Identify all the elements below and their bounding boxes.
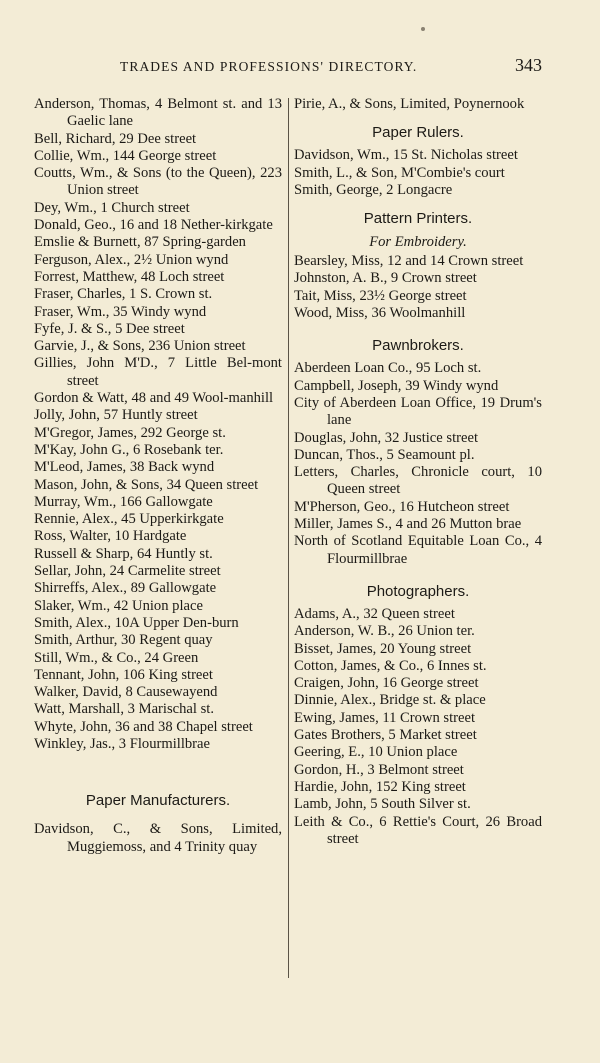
- directory-entry: Bisset, James, 20 Young street: [294, 640, 472, 657]
- directory-entry: Smith, George, 2 Longacre: [294, 181, 453, 198]
- directory-entry: Gillies, John M'D., 7 Little Bel-mont street: [34, 355, 282, 389]
- directory-entry: Smith, Alex., 10A Upper Den-burn: [34, 614, 239, 631]
- directory-entry: M'Kay, John G., 6 Rosebank ter.: [34, 441, 224, 458]
- directory-entry: Still, Wm., & Co., 24 Green: [34, 649, 199, 666]
- page-header: [32, 55, 548, 79]
- directory-entry: Murray, Wm., 166 Gallowgate: [34, 493, 213, 510]
- directory-entry: Hardie, John, 152 King street: [294, 778, 466, 795]
- section-heading-paper-rulers: Paper Rulers.: [372, 124, 464, 142]
- pattern-printers-subtitle: For Embroidery.: [369, 234, 467, 251]
- directory-entry: M'Gregor, James, 292 George st.: [34, 424, 226, 441]
- directory-entry: Gordon & Watt, 48 and 49 Wool-manhill: [34, 390, 274, 407]
- directory-entry: Coutts, Wm., & Sons (to the Queen), 223 Union street: [34, 165, 282, 199]
- running-header-title: TRADES AND PROFESSIONS' DIRECTORY.: [120, 59, 418, 74]
- directory-entry: Fyfe, J. & S., 5 Dee street: [34, 320, 185, 337]
- directory-entry: Smith, L., & Son, M'Combie's court: [294, 164, 505, 181]
- section-heading-photographers: Photographers.: [366, 582, 470, 600]
- directory-entry: Garvie, J., & Sons, 236 Union street: [34, 338, 246, 355]
- right-column: [294, 96, 542, 848]
- column-divider: [288, 98, 289, 978]
- directory-entry: Duncan, Thos., 5 Seamount pl.: [294, 446, 475, 463]
- directory-entry: Aberdeen Loan Co., 95 Loch st.: [294, 360, 482, 377]
- directory-entry: Cotton, James, & Co., 6 Innes st.: [294, 657, 487, 674]
- directory-entry: Bearsley, Miss, 12 and 14 Crown street: [294, 253, 524, 270]
- section-heading-paper-manufacturers: Paper Manufacturers.: [85, 792, 231, 810]
- directory-entry: Fraser, Charles, 1 S. Crown st.: [34, 286, 213, 303]
- section-heading-pawnbrokers: Pawnbrokers.: [372, 337, 464, 355]
- directory-entry: Pirie, A., & Sons, Limited, Poynernook: [294, 96, 525, 112]
- directory-entry: Smith, Arthur, 30 Regent quay: [34, 632, 213, 649]
- directory-entry: Davidson, Wm., 15 St. Nicholas street: [294, 147, 518, 164]
- directory-entry: Douglas, John, 32 Justice street: [294, 429, 479, 446]
- directory-entry: Ferguson, Alex., 2½ Union wynd: [34, 251, 229, 268]
- directory-entry: Gordon, H., 3 Belmont street: [294, 761, 464, 778]
- directory-entry: Walker, David, 8 Causewayend: [34, 684, 218, 701]
- directory-entry: Letters, Charles, Chronicle court, 10 Queen street: [294, 464, 542, 498]
- directory-entry: Ross, Walter, 10 Hardgate: [34, 528, 187, 545]
- directory-entry: Winkley, Jas., 3 Flourmillbrae: [34, 735, 210, 752]
- directory-entry: Geering, E., 10 Union place: [294, 744, 458, 761]
- directory-entry: Johnston, A. B., 9 Crown street: [294, 270, 477, 287]
- directory-entry: Ewing, James, 11 Crown street: [294, 709, 476, 726]
- page-speck: [421, 27, 425, 31]
- directory-entry: Russell & Sharp, 64 Huntly st.: [34, 545, 213, 562]
- directory-entry: Forrest, Matthew, 48 Loch street: [34, 268, 225, 285]
- pawnbrokers-list: [294, 360, 542, 568]
- directory-entry: Davidson, C., & Sons, Limited, Muggiemoss, and 4 Trinity quay: [34, 821, 282, 855]
- directory-entry: Craigen, John, 16 George street: [294, 675, 479, 692]
- photographers-list: [294, 606, 542, 848]
- paper-rulers-list: [294, 147, 542, 199]
- page-number: 343: [515, 55, 542, 75]
- directory-entry: Shirreffs, Alex., 89 Gallowgate: [34, 580, 217, 597]
- directory-entry: Wood, Miss, 36 Woolmanhill: [294, 305, 466, 322]
- right-continued-list: [294, 96, 542, 113]
- directory-entry: Leith & Co., 6 Rettie's Court, 26 Broad street: [294, 813, 542, 847]
- directory-entry: Tennant, John, 106 King street: [34, 666, 213, 683]
- directory-entry: Rennie, Alex., 45 Upperkirkgate: [34, 511, 224, 528]
- directory-entry: Collie, Wm., 144 George street: [34, 147, 217, 164]
- directory-entry: Mason, John, & Sons, 34 Queen street: [34, 476, 259, 493]
- directory-entry: M'Leod, James, 38 Back wynd: [34, 459, 215, 476]
- directory-entry: Dinnie, Alex., Bridge st. & place: [294, 692, 486, 709]
- directory-entry: Slaker, Wm., 42 Union place: [34, 597, 203, 614]
- directory-entry: Anderson, Thomas, 4 Belmont st. and 13 Gaelic lane: [34, 96, 282, 130]
- directory-entry: Whyte, John, 36 and 38 Chapel street: [34, 718, 253, 735]
- directory-entry: Gates Brothers, 5 Market street: [294, 727, 477, 744]
- directory-entry: Adams, A., 32 Queen street: [294, 605, 455, 622]
- directory-entry: Miller, James S., 4 and 26 Mutton brae: [294, 516, 522, 533]
- paper-manufacturers-list: [34, 821, 282, 856]
- directory-entry: Fraser, Wm., 35 Windy wynd: [34, 303, 207, 320]
- directory-entry: Anderson, W. B., 26 Union ter.: [294, 623, 475, 640]
- directory-entry: Watt, Marshall, 3 Marischal st.: [34, 701, 214, 718]
- left-continued-list: [34, 96, 282, 753]
- directory-entry: Tait, Miss, 23½ George street: [294, 287, 467, 304]
- directory-entry: Emslie & Burnett, 87 Spring-garden: [34, 234, 246, 251]
- directory-entry: M'Pherson, Geo., 16 Hutcheon street: [294, 498, 510, 515]
- section-heading-pattern-printers: Pattern Printers.: [363, 210, 473, 228]
- directory-entry: Donald, Geo., 16 and 18 Nether-kirkgate: [34, 217, 273, 234]
- directory-entry: Bell, Richard, 29 Dee street: [34, 130, 197, 147]
- directory-entry: North of Scotland Equitable Loan Co., 4 Flourmillbrae: [294, 533, 542, 567]
- directory-entry: Jolly, John, 57 Huntly street: [34, 407, 198, 424]
- directory-entry: Sellar, John, 24 Carmelite street: [34, 563, 221, 580]
- directory-entry: City of Aberdeen Loan Office, 19 Drum's lane: [294, 394, 542, 429]
- directory-entry: Dey, Wm., 1 Church street: [34, 199, 190, 216]
- directory-entry: Campbell, Joseph, 39 Windy wynd: [294, 377, 499, 394]
- pattern-printers-list: [294, 253, 542, 322]
- directory-entry: Lamb, John, 5 South Silver st.: [294, 796, 471, 813]
- left-column: [34, 96, 282, 856]
